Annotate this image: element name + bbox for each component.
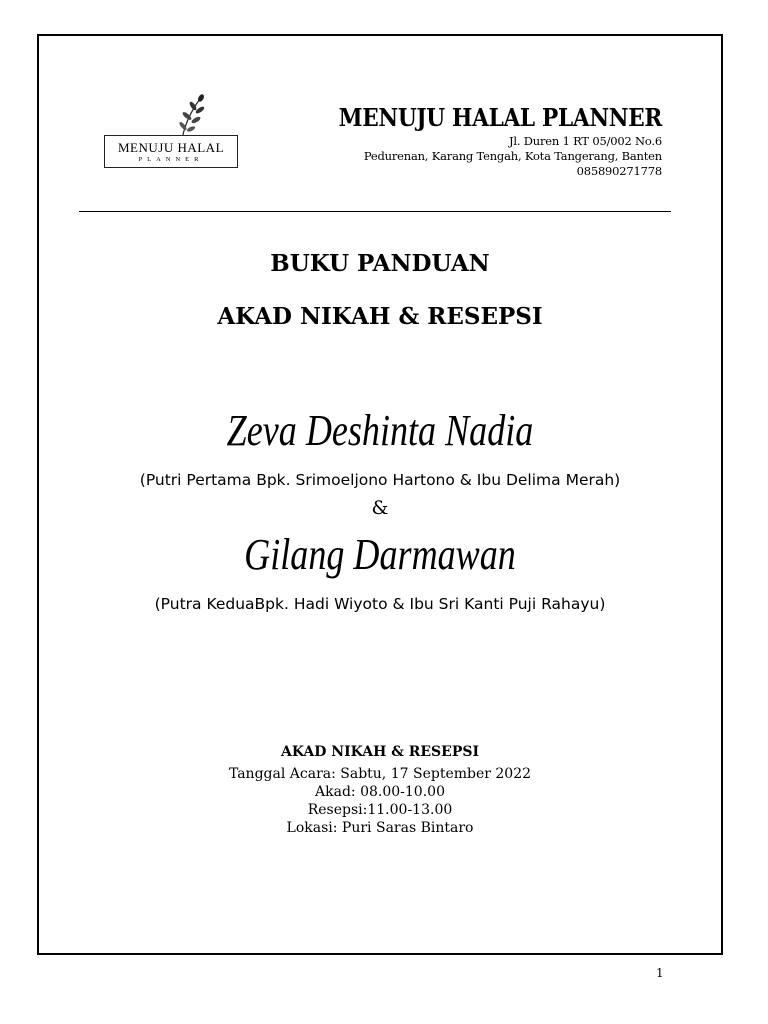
address-line-1: Jl. Duren 1 RT 05/002 No.6 — [508, 134, 662, 148]
company-logo — [104, 92, 238, 178]
logo-box — [104, 135, 238, 168]
groom-name: Gilang Darmawan — [244, 530, 516, 579]
ampersand: & — [371, 497, 389, 519]
logo-name: MENUJU HALAL — [117, 140, 225, 155]
bride-parents: (Putri Pertama Bpk. Srimoeljono Hartono & Ibu Delima Merah) — [139, 471, 621, 489]
address-line-2: Pedurenan, Karang Tengah, Kota Tangerang, Banten — [363, 149, 662, 163]
title-line-2: AKAD NIKAH & RESEPSI — [217, 303, 543, 330]
logo-subtitle: PLANNER — [138, 156, 204, 163]
event-date: Tanggal Acara: Sabtu, 17 September 2022 — [228, 766, 532, 782]
bride-name: Zeva Deshinta Nadia — [226, 406, 534, 455]
phone-number: 085890271778 — [576, 164, 662, 178]
leaf-branch-icon — [168, 92, 218, 140]
title-line-1: BUKU PANDUAN — [270, 250, 490, 277]
resepsi-time: Resepsi:11.00-13.00 — [307, 802, 453, 818]
company-info — [339, 102, 662, 179]
company-name: MENUJU HALAL PLANNER — [338, 103, 662, 132]
header-divider — [79, 211, 671, 212]
page-number: 1 — [656, 966, 664, 980]
akad-time: Akad: 08.00-10.00 — [315, 784, 445, 800]
event-location: Lokasi: Puri Saras Bintaro — [286, 820, 474, 836]
groom-parents: (Putra KeduaBpk. Hadi Wiyoto & Ibu Sri Kanti Puji Rahayu) — [154, 595, 606, 613]
event-heading: AKAD NIKAH & RESEPSI — [280, 744, 480, 760]
